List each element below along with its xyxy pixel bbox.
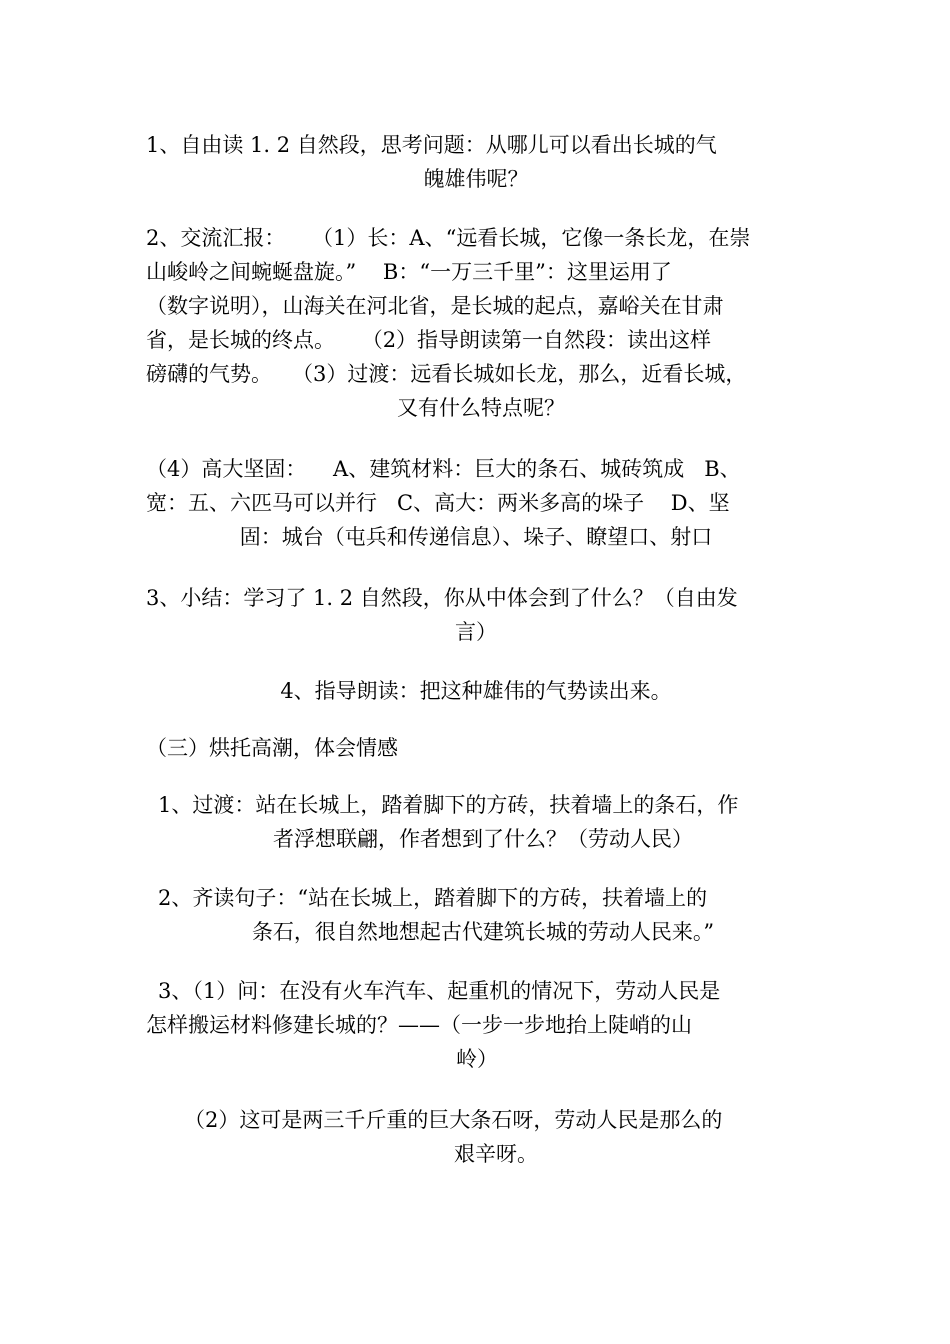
paragraph-line: （4）高大坚固： A、建筑材料：巨大的条石、城砖筑成 B、: [146, 457, 741, 481]
paragraph-line: （三）烘托高潮，体会情感: [146, 736, 398, 760]
paragraph-line: 4、指导朗读：把这种雄伟的气势读出来。: [280, 679, 672, 703]
paragraph-line: 3、小结：学习了 1. 2 自然段，你从中体会到了什么？（自由发: [146, 586, 738, 610]
paragraph-line: 磅礴的气势。 （3）过渡：远看长城如长龙，那么，近看长城，: [146, 362, 747, 386]
paragraph-line: 2、交流汇报： （1）长：A、“远看长城，它像一条长龙，在崇: [146, 226, 751, 250]
paragraph-line: 省，是长城的终点。 （2）指导朗读第一自然段：读出这样: [146, 328, 712, 352]
paragraph-line: 者浮想联翩，作者想到了什么？（劳动人民）: [273, 827, 693, 851]
paragraph-10: [184, 1103, 808, 1171]
paragraph-line: 怎样搬运材料修建长城的？——（一步一步地抬上陡峭的山: [146, 1013, 692, 1037]
section-heading: [146, 731, 806, 765]
paragraph-line: 岭）: [456, 1047, 498, 1071]
paragraph-1: [146, 128, 806, 196]
paragraph-line: 艰辛呀。: [454, 1142, 538, 1166]
paragraph-line: 条石，很自然地想起古代建筑长城的劳动人民来。”: [251, 920, 715, 944]
paragraph-line: 固：城台（屯兵和传递信息）、垛子、瞭望口、射口: [239, 525, 713, 549]
paragraph-line: 魄雄伟呢？: [423, 167, 529, 191]
paragraph-line: 言）: [455, 620, 497, 644]
paragraph-line: 又有什么特点呢？: [397, 396, 565, 420]
paragraph-line: （2）这可是两三千斤重的巨大条石呀，劳动人民是那么的: [184, 1108, 723, 1132]
paragraph-9: [146, 974, 808, 1076]
paragraph-3: [146, 452, 806, 554]
paragraph-line: （数字说明），山海关在河北省，是长城的起点，嘉峪关在甘肃: [146, 294, 724, 318]
paragraph-5: [146, 674, 806, 708]
paragraph-8: [158, 881, 808, 949]
paragraph-line: 山峻岭之间蜿蜒盘旋。” B：“一万三千里”：这里运用了: [146, 260, 672, 284]
paragraph-line: 1、过渡：站在长城上，踏着脚下的方砖，扶着墙上的条石，作: [158, 793, 739, 817]
paragraph-4: [146, 581, 806, 649]
paragraph-line: 2、齐读句子：“站在长城上，踏着脚下的方砖，扶着墙上的: [158, 886, 708, 910]
paragraph-line: 1、自由读 1. 2 自然段，思考问题：从哪儿可以看出长城的气: [146, 133, 717, 157]
paragraph-2: [146, 221, 816, 425]
paragraph-line: 3、（1）问：在没有火车汽车、起重机的情况下，劳动人民是: [158, 979, 721, 1003]
paragraph-7: [158, 788, 808, 856]
paragraph-line: 宽：五、六匹马可以并行 C、高大：两米多高的垛子 D、坚: [146, 491, 730, 515]
